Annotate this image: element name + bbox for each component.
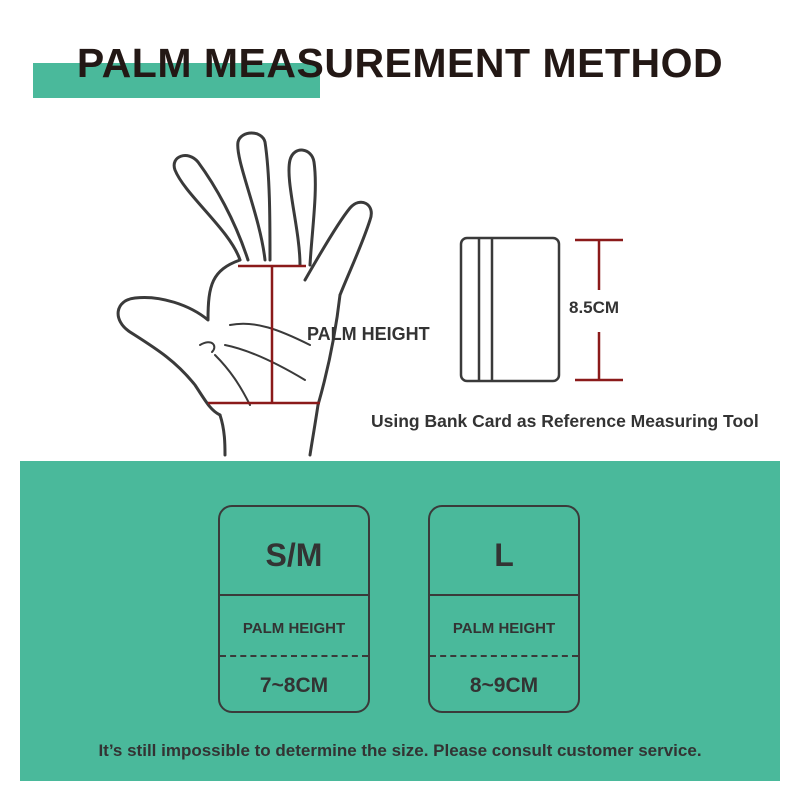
size-name: L — [494, 537, 514, 573]
size-metric-label: PALM HEIGHT — [452, 620, 556, 637]
size-range: 7~8CM — [259, 674, 329, 697]
dashed-divider — [430, 655, 578, 657]
size-range: 8~9CM — [469, 674, 539, 697]
size-metric-label: PALM HEIGHT — [242, 620, 346, 637]
customer-service-note: It’s still impossible to determine the size. Please consult customer service. — [98, 741, 702, 760]
palm-height-label: PALM HEIGHT — [307, 324, 430, 344]
dashed-divider — [220, 655, 368, 657]
size-name: S/M — [265, 537, 323, 573]
hand-outline-icon — [100, 120, 400, 460]
divider — [220, 594, 368, 596]
size-chart-panel — [20, 461, 780, 781]
reference-caption: Using Bank Card as Reference Measuring Tool — [371, 411, 759, 431]
divider — [430, 594, 578, 596]
size-card-sm — [218, 505, 370, 713]
page-title: PALM MEASUREMENT METHOD — [76, 40, 724, 86]
size-card-l — [428, 505, 580, 713]
card-height-label: 8.5CM — [569, 298, 620, 317]
